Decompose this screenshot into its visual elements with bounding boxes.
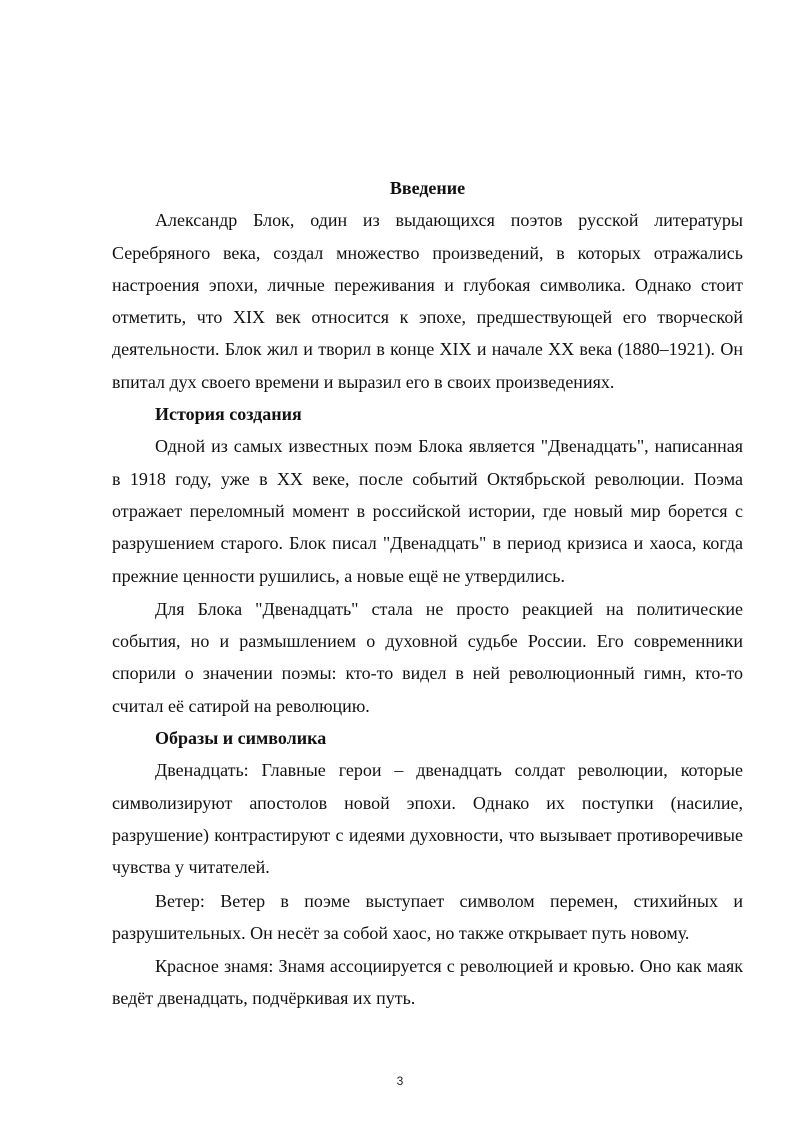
paragraph-symbols-1: Двенадцать: Главные герои – двенадцать солдат революции, которые символизируют апостолов новой эпохи. Однако их поступки (насилие, разрушение) контрастируют с идеями духовности, что вызывает противоречивые чувства у читателей. (112, 760, 743, 878)
paragraph-history-1: Одной из самых известных поэм Блока является "Двенадцать", написанная в 1918 году, уже в XX веке, после событий Октябрьской революции. Поэма отражает переломный момент в российской истории, где новый мир борется с разрушением старого. Блок писал "Двенадцать" в период кризиса и хаоса, когда прежние ценности рушились, а новые ещё не утвердились. (112, 436, 743, 586)
section-heading-history: История создания (155, 404, 302, 425)
document-body (112, 172, 743, 1015)
section-heading-symbols: Образы и символика (155, 728, 327, 749)
paragraph-history-2: Для Блока "Двенадцать" стала не просто реакцией на политические события, но и размышлением о духовной судьбе России. Его современники спорили о значении поэмы: кто-то видел в ней революционный гимн, кто-то считал её сатирой на революцию. (112, 598, 743, 716)
section-heading-intro: Введение (389, 178, 466, 198)
paragraph-intro-1: Александр Блок, один из выдающихся поэтов русской литературы Серебряного века, создал множество произведений, в которых отражались настроения эпохи, личные переживания и глубокая символика. Однако стоит отметить, что XIX век относится к эпохе, предшествующей его творческой деятельности. Блок жил и творил в конце XIX и начале XX века (1880–1921). Он впитал дух своего времени и выразил его в своих произведениях. (112, 210, 743, 392)
page-number: 3 (396, 1074, 404, 1088)
paragraph-symbols-3: Красное знамя: Знамя ассоциируется с революцией и кровью. Оно как маяк ведёт двенадцать, подчёркивая их путь. (112, 956, 743, 1009)
paragraph-symbols-2: Ветер: Ветер в поэме выступает символом перемен, стихийных и разрушительных. Он несёт за собой хаос, но также открывает путь новому. (112, 890, 743, 943)
